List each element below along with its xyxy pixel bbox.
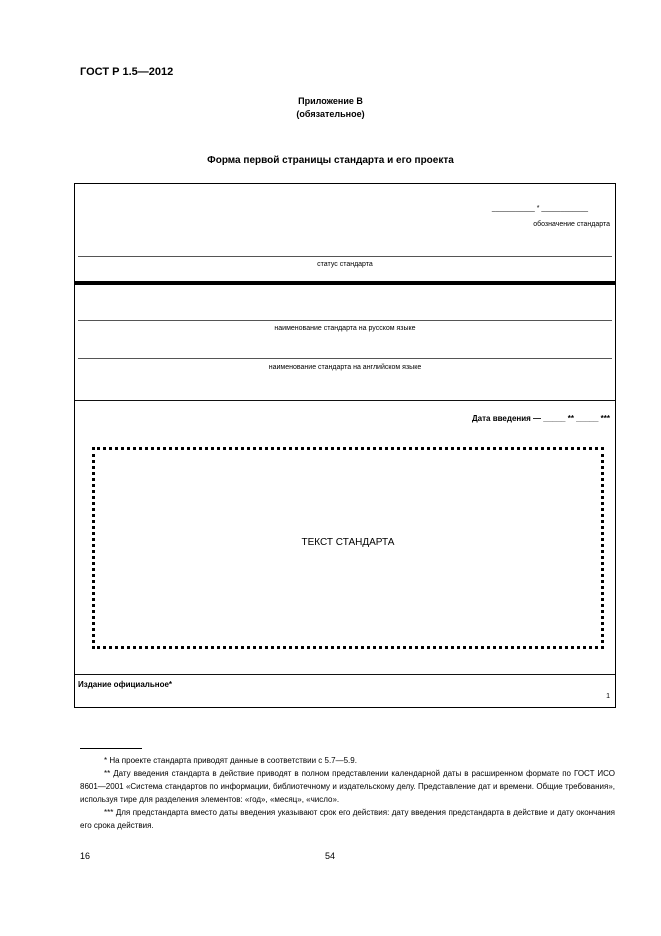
bottom-divider: [75, 674, 615, 675]
footnote-1: * На проекте стандарта приводят данные в соответствии с 5.7—5.9.: [104, 756, 357, 765]
designation-blank: ___________ * ____________: [491, 205, 589, 212]
page-number-center: 54: [324, 851, 335, 861]
appendix-subtitle: (обязательное): [296, 109, 365, 119]
footnote-2: ** Дату введения стандарта в действие приводят в полном представлении календарной даты в расширенном формате по ГОСТ ИСО 8601—2001 «Система стандартов по информации, библиотечному и издательскому делу. Представление дат и времени. Общие требования», используя тире для разделения элементов: «год», «месяц», «число».: [80, 769, 615, 804]
status-caption: статус стандарта: [317, 261, 373, 268]
appendix-title: Приложение В: [298, 96, 363, 106]
official-edition: Издание официальное*: [78, 680, 173, 689]
standard-text-box: [92, 447, 604, 649]
intro-date: Дата введения — _____ ** _____ ***: [471, 414, 610, 423]
page-number-left: 16: [80, 851, 91, 861]
document-code: ГОСТ Р 1.5—2012: [80, 66, 174, 78]
footnotes: [80, 754, 615, 832]
en-name-caption: наименование стандарта на английском языке: [268, 364, 422, 371]
en-name-line: [78, 358, 612, 359]
designation-caption: обозначение стандарта: [533, 221, 610, 228]
ru-name-caption: наименование стандарта на русском языке: [274, 325, 416, 332]
form-page-number: 1: [606, 693, 610, 700]
thick-rule: [75, 281, 615, 285]
form-title: Форма первой страницы стандарта и его проекта: [207, 155, 454, 166]
footnote-rule: [80, 748, 142, 749]
footnote-3: *** Для предстандарта вместо даты введения указывают срок его действия: дату введения предстандарта в действие и дату окончания его срока действия.: [80, 808, 615, 830]
ru-name-line: [78, 320, 612, 321]
status-line: [78, 256, 612, 257]
standard-text-label: ТЕКСТ СТАНДАРТА: [301, 537, 395, 548]
divider-line: [75, 400, 615, 401]
